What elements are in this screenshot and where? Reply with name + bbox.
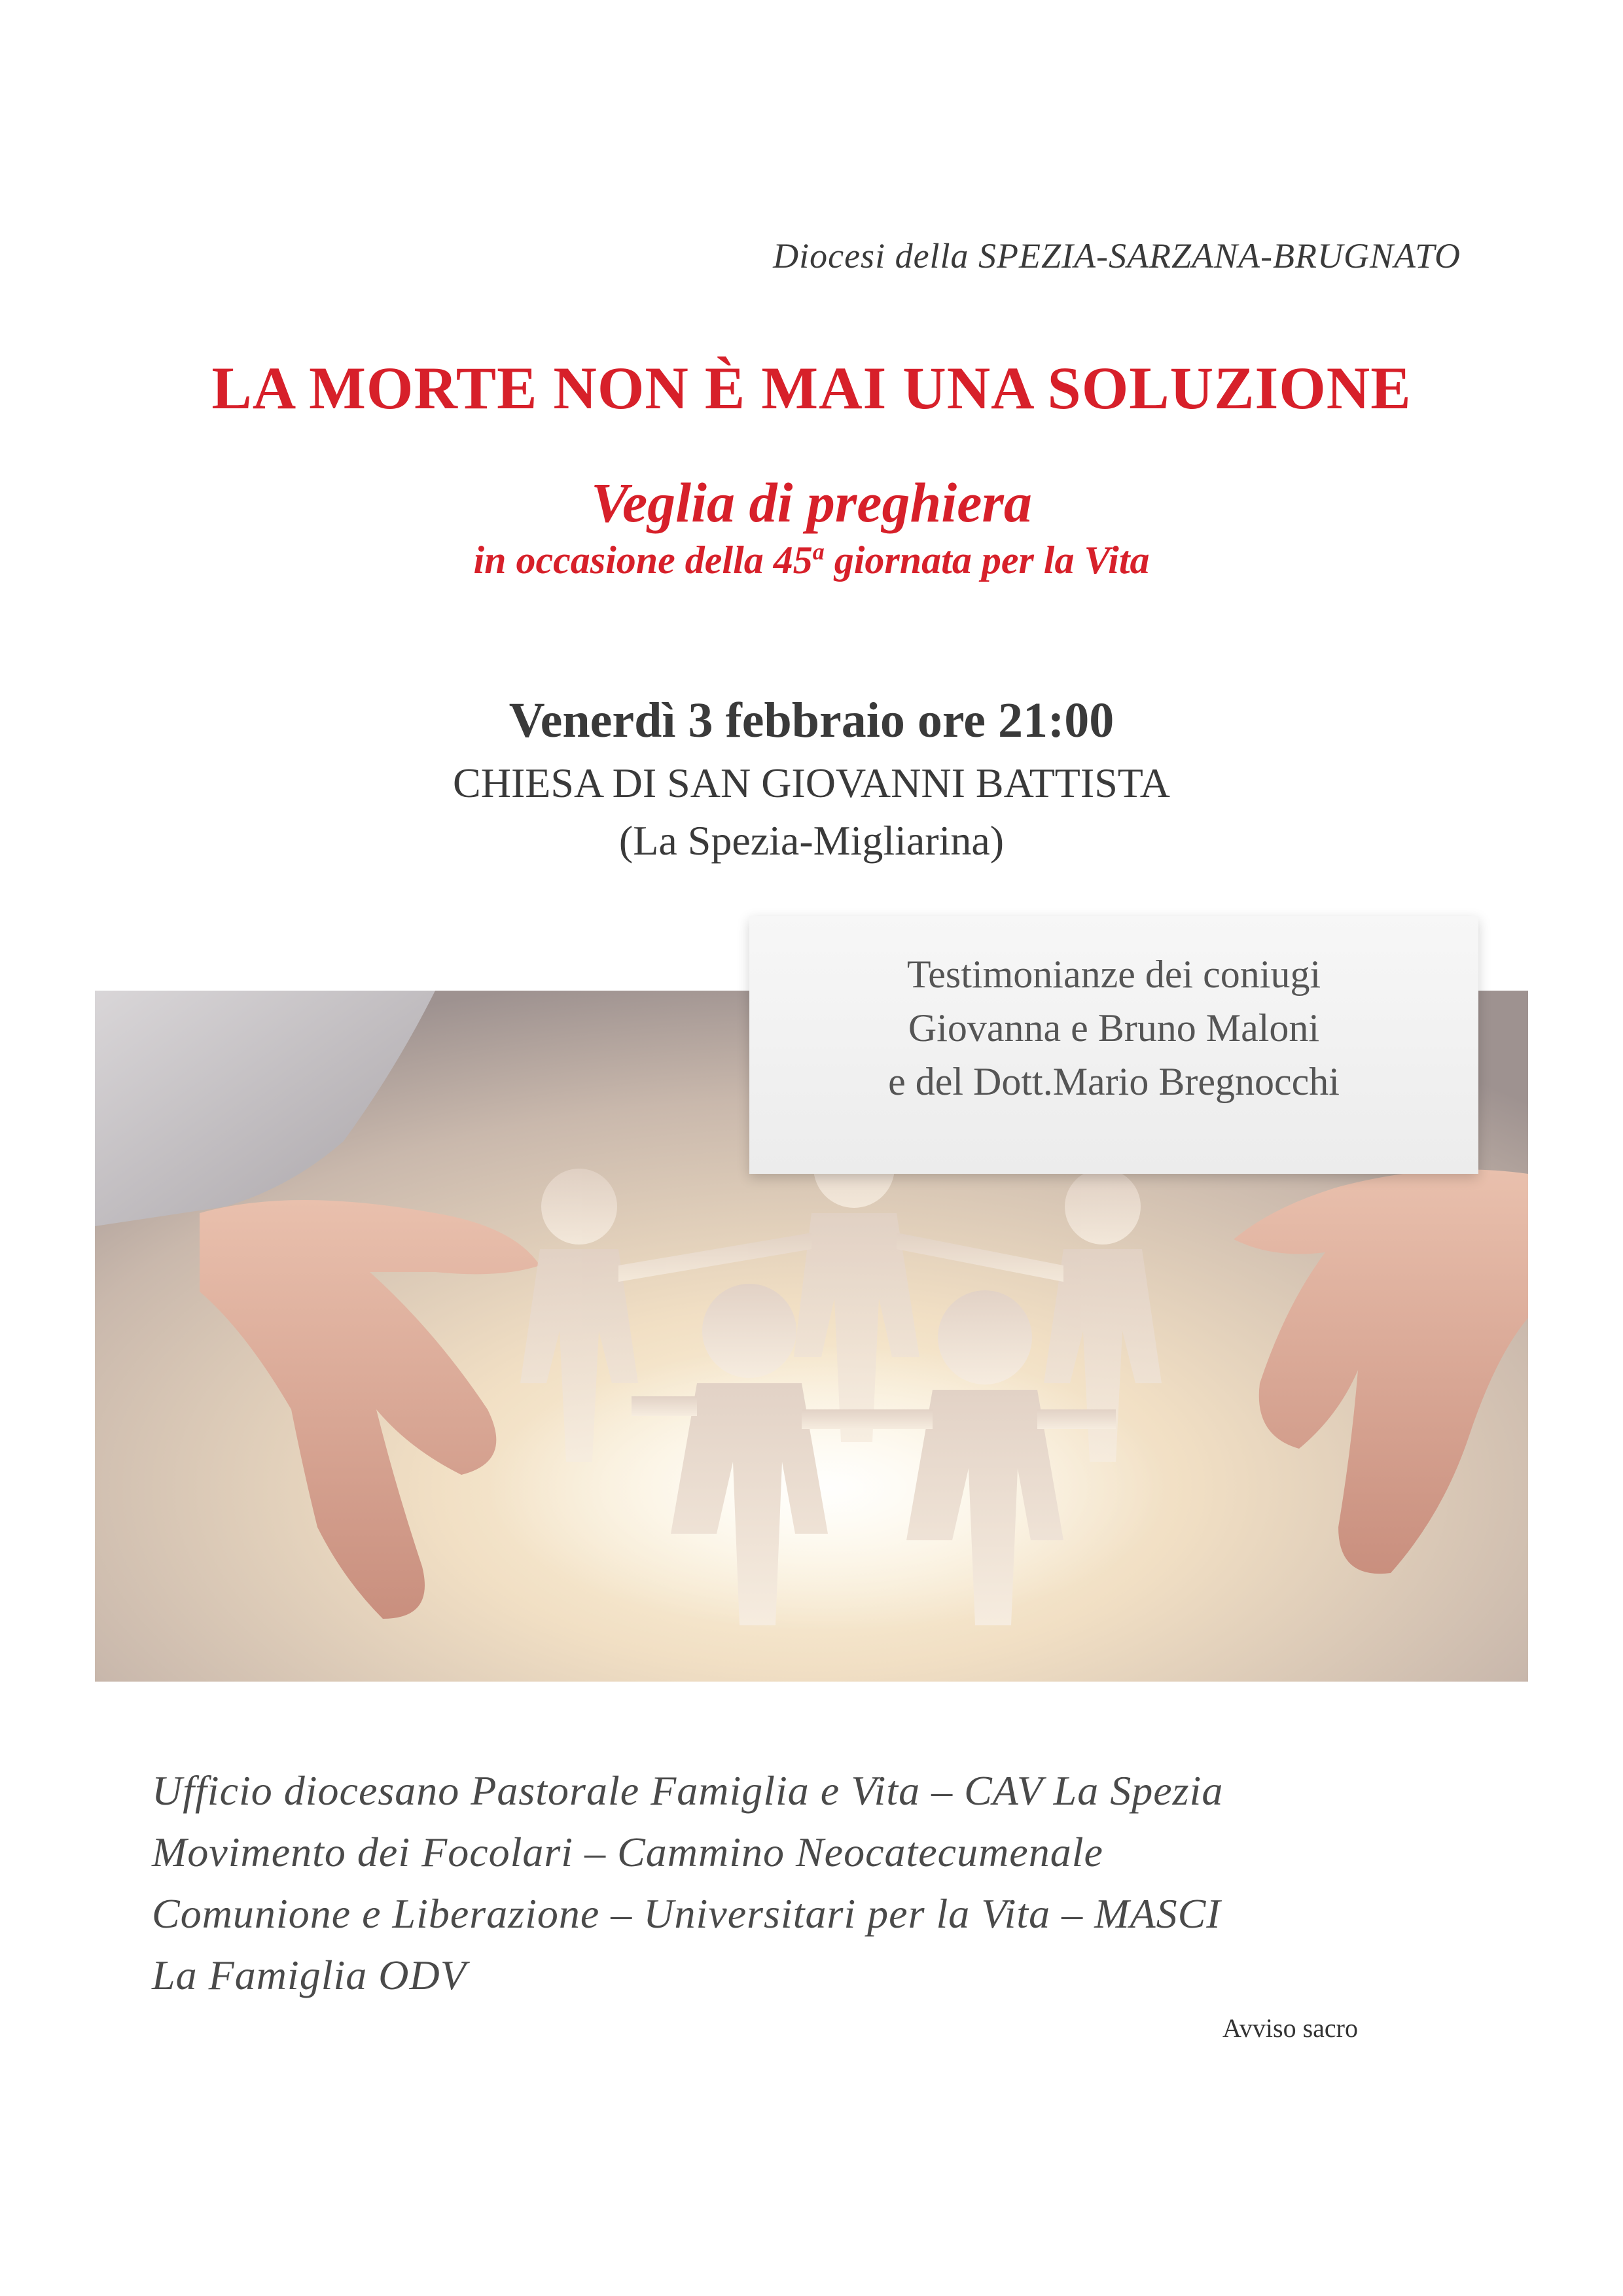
main-title: LA MORTE NON È MAI UNA SOLUZIONE (211, 355, 1412, 421)
diocese-heading: Diocesi della SPEZIA-SARZANA-BRUGNATO (773, 236, 1461, 275)
event-location: (La Spezia-Migliarina) (618, 817, 1005, 864)
vigil-title: Veglia di preghiera (591, 471, 1032, 534)
organizer-line: La Famiglia ODV (152, 1952, 467, 1998)
testimonies-line-2: Giovanna e Bruno Maloni (908, 1006, 1320, 1050)
vigil-subtitle-end: giornata per la Vita (824, 539, 1150, 582)
vigil-subtitle-ordinal: a (812, 539, 825, 565)
testimonies-box (749, 916, 1478, 1174)
testimonies-line-1: Testimonianze dei coniugi (906, 953, 1321, 996)
organizer-line: Comunione e Liberazione – Universitari per la Vita – MASCI (152, 1890, 1221, 1937)
organizer-line: Ufficio diocesano Pastorale Famiglia e Vita – CAV La Spezia (152, 1767, 1224, 1814)
testimonies-line-3: e del Dott.Mario Bregnocchi (888, 1060, 1340, 1103)
vigil-subtitle (0, 538, 1623, 583)
event-church: CHIESA DI SAN GIOVANNI BATTISTA (453, 760, 1170, 806)
vigil-subtitle-start: in occasione della 45 (473, 539, 813, 582)
sacred-notice: Avviso sacro (1222, 2013, 1358, 2043)
organizers-list (152, 1760, 1223, 2006)
organizer-line: Movimento dei Focolari – Cammino Neocatecumenale (152, 1829, 1103, 1875)
event-date-time: Venerdì 3 febbraio ore 21:00 (508, 693, 1115, 748)
